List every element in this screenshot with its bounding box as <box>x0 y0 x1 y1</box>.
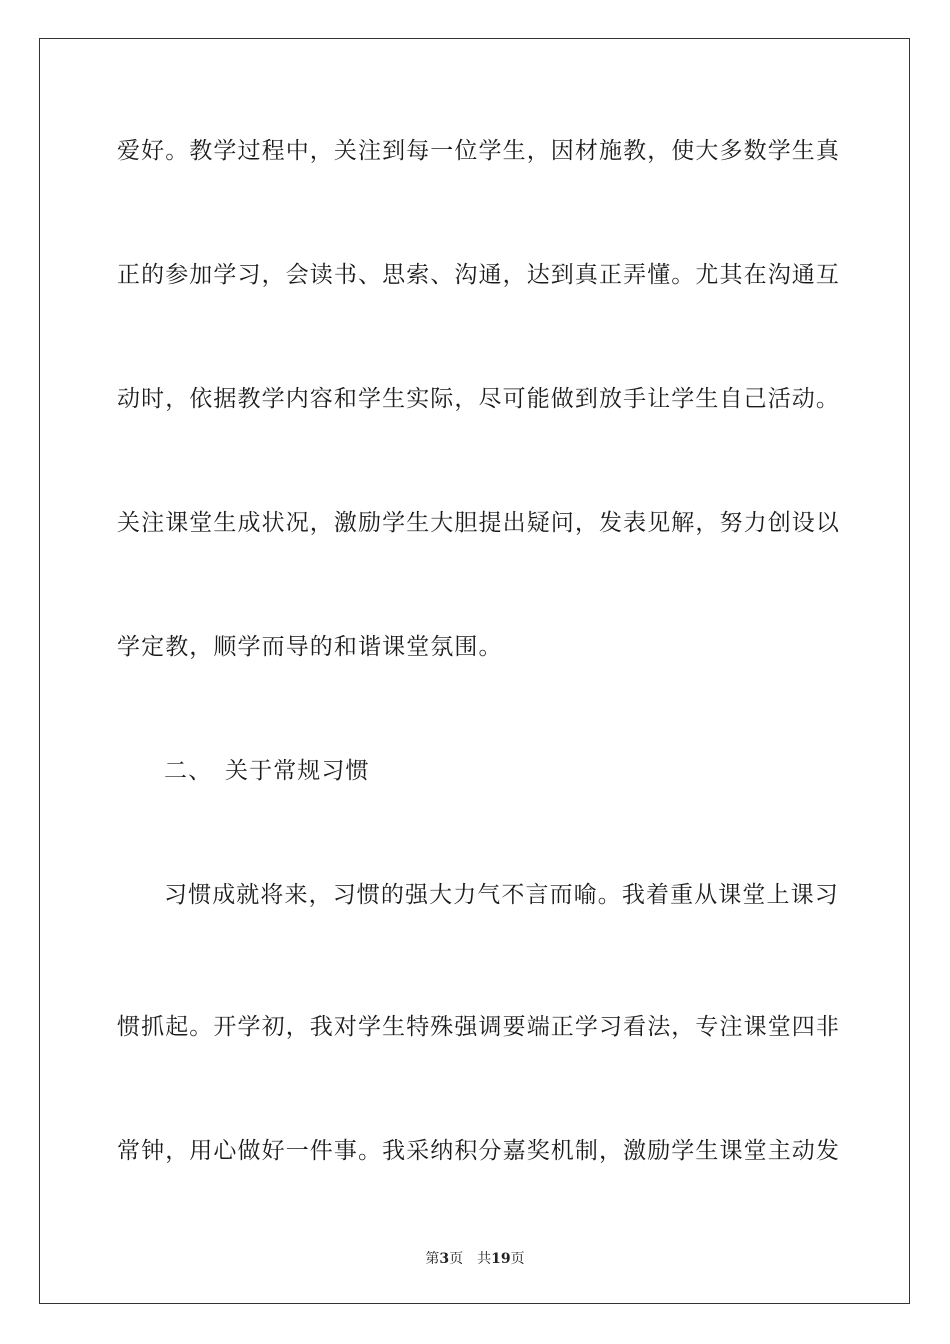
text-line: 爱好。教学过程中，关注到每一位学生，因材施教，使大多数学生真 <box>117 138 840 164</box>
text-line: 正的参加学习，会读书、思索、沟通，达到真正弄懂。尤其在沟通互 <box>117 262 840 288</box>
total-pages: 19 <box>491 1251 511 1267</box>
text-line: 常钟，用心做好一件事。我采纳积分嘉奖机制，激励学生课堂主动发 <box>117 1138 840 1164</box>
text-line: 关注课堂生成状况，激励学生大胆提出疑问，发表见解，努力创设以 <box>117 510 840 536</box>
page-border <box>39 38 910 1304</box>
text-line: 惯抓起。开学初，我对学生特殊强调要端正学习看法，专注课堂四非 <box>117 1014 840 1040</box>
text-line: 习惯成就将来，习惯的强大力气不言而喻。我着重从课堂上课习 <box>164 882 839 908</box>
page-prefix: 第 <box>425 1251 440 1267</box>
page-footer <box>0 1248 950 1268</box>
page-number: 3 <box>439 1251 450 1267</box>
section-title: 关于常规习惯 <box>225 758 370 784</box>
total-suffix: 页 <box>510 1251 525 1267</box>
text-line: 学定教，顺学而导的和谐课堂氛围。 <box>117 634 503 660</box>
section-number: 二、 <box>164 758 213 784</box>
text-line: 动时，依据教学内容和学生实际，尽可能做到放手让学生自己活动。 <box>117 386 840 412</box>
total-prefix: 共 <box>477 1251 492 1267</box>
page-suffix: 页 <box>449 1251 464 1267</box>
